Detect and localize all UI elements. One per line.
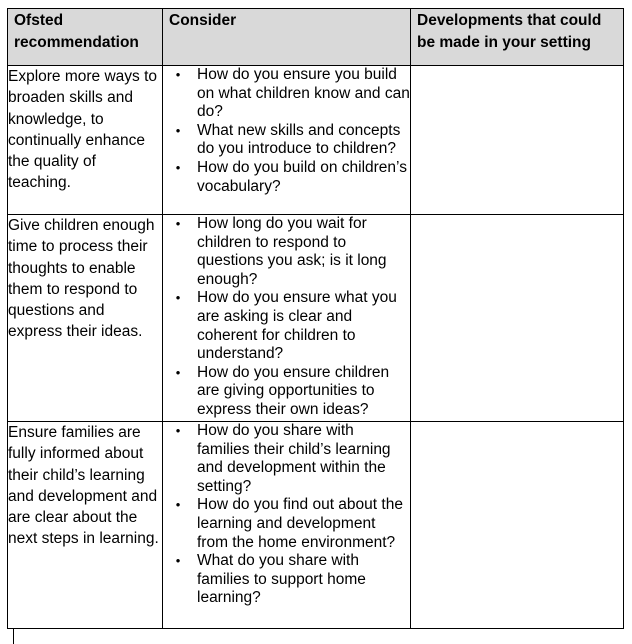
developments-cell[interactable] (411, 422, 624, 629)
bullet-icon: • (175, 497, 181, 513)
recommendation-cell: Give children enough time to process their thoughts to enable them to respond to questions and express their ideas. (8, 215, 163, 422)
consider-item (163, 552, 410, 608)
consider-item (163, 66, 410, 122)
consider-list (163, 215, 410, 420)
consider-item-text: How long do you wait for children to respond to questions you ask; is it long enough? (197, 215, 387, 288)
consider-item-text: How do you build on children’s vocabulary? (197, 158, 407, 195)
consider-item-text: What new skills and concepts do you introduce to children? (197, 121, 401, 158)
header-ofsted-recommendation: Ofsted recommendation (8, 9, 163, 66)
bullet-icon: • (175, 423, 181, 438)
bullet-icon: • (175, 122, 181, 138)
bullet-icon: • (175, 216, 181, 231)
recommendations-table (7, 8, 624, 629)
consider-list (163, 66, 410, 196)
developments-cell[interactable] (411, 215, 624, 422)
consider-item (163, 496, 410, 552)
consider-cell (163, 66, 411, 215)
header-developments: Developments that could be made in your setting (411, 9, 624, 66)
table-row (8, 215, 624, 422)
consider-item-text: How do you share with families their child’s learning and development within the setting? (197, 422, 391, 495)
consider-item (163, 159, 410, 196)
table-row (8, 66, 624, 215)
consider-item (163, 422, 410, 496)
consider-list (163, 422, 410, 608)
consider-item (163, 215, 410, 289)
bullet-icon: • (175, 553, 181, 569)
consider-item (163, 122, 410, 159)
bullet-icon: • (175, 290, 181, 306)
consider-item-text: How do you find out about the learning and development from the home environment? (197, 496, 403, 551)
consider-item (163, 289, 410, 363)
bullet-icon: • (175, 159, 181, 175)
consider-cell (163, 422, 411, 629)
text-cursor (13, 629, 14, 644)
header-row (8, 9, 624, 66)
recommendation-cell: Ensure families are fully informed about their child’s learning and development and are clear about the next steps in learning. (8, 422, 163, 629)
recommendation-cell: Explore more ways to broaden skills and knowledge, to continually enhance the quality of teaching. (8, 66, 163, 215)
consider-item-text: How do you ensure children are giving opportunities to express their own ideas? (197, 363, 390, 418)
bullet-icon: • (175, 364, 181, 380)
developments-cell[interactable] (411, 66, 624, 215)
consider-item (163, 364, 410, 420)
consider-item-text: How do you ensure what you are asking is clear and coherent for children to understand? (197, 289, 397, 363)
bullet-icon: • (175, 67, 181, 82)
consider-item-text: What do you share with families to support home learning? (197, 552, 366, 607)
table-row (8, 422, 624, 629)
consider-item-text: How do you ensure you build on what children know and can do? (197, 66, 410, 121)
consider-cell (163, 215, 411, 422)
header-consider: Consider (163, 9, 411, 66)
